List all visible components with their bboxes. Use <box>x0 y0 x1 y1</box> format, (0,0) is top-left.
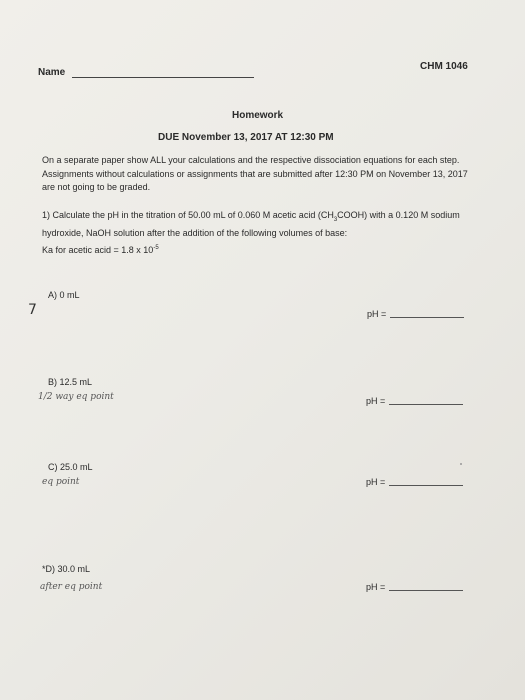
part-b-ph-label: pH = <box>366 396 386 406</box>
part-d-label: *D) 30.0 mL <box>42 564 91 574</box>
part-d-ph <box>366 582 463 592</box>
part-b-ph <box>366 396 463 406</box>
part-d-answer-line <box>389 590 463 591</box>
part-c-ph-label: pH = <box>366 477 386 487</box>
ka-exponent: -5 <box>153 245 159 251</box>
part-c-ph <box>366 477 463 487</box>
part-d-ph-label: pH = <box>366 582 386 592</box>
part-b-answer-line <box>389 404 463 405</box>
part-c-answer-line <box>389 485 463 486</box>
name-label: Name <box>38 67 66 78</box>
name-underline <box>72 77 254 78</box>
question-text <box>42 209 472 241</box>
ka-value <box>42 245 159 255</box>
due-date: DUE November 13, 2017 AT 12:30 PM <box>158 132 334 143</box>
part-a-ph-label: pH = <box>367 309 387 319</box>
question-subscript: 3 <box>333 216 338 223</box>
ka-text: Ka for acetic acid = 1.8 x 10 <box>42 245 154 255</box>
page-title: Homework <box>232 110 284 121</box>
score-mark: 7 <box>28 302 37 318</box>
part-b-handwritten-note: 1/2 way eq point <box>38 392 114 402</box>
paper-speck <box>460 463 462 465</box>
question-text-prefix: 1) Calculate the pH in the titration of 50.00 mL of 0.060 M acetic acid (CH <box>42 210 334 220</box>
instructions-paragraph: On a separate paper show ALL your calculations and the respective dissociation equations for each step. Assignments without calculations or assignments that are submitted after 12:30 PM on November 13, 2017 are not going to be graded. <box>42 155 468 192</box>
part-a-ph <box>367 309 464 319</box>
part-a-label: A) 0 mL <box>48 290 80 300</box>
part-c-handwritten-note: eq point <box>42 477 80 487</box>
part-d-handwritten-note: after eq point <box>40 582 103 592</box>
part-a-answer-line <box>390 317 464 318</box>
part-c-label: C) 25.0 mL <box>48 462 93 472</box>
part-b-label: B) 12.5 mL <box>48 377 93 387</box>
question-text-suffix: COOH) with a 0.120 M sodium hydroxide, NaOH solution after the addition of the following volumes of base: <box>42 210 460 239</box>
course-code: CHM 1046 <box>420 61 468 72</box>
